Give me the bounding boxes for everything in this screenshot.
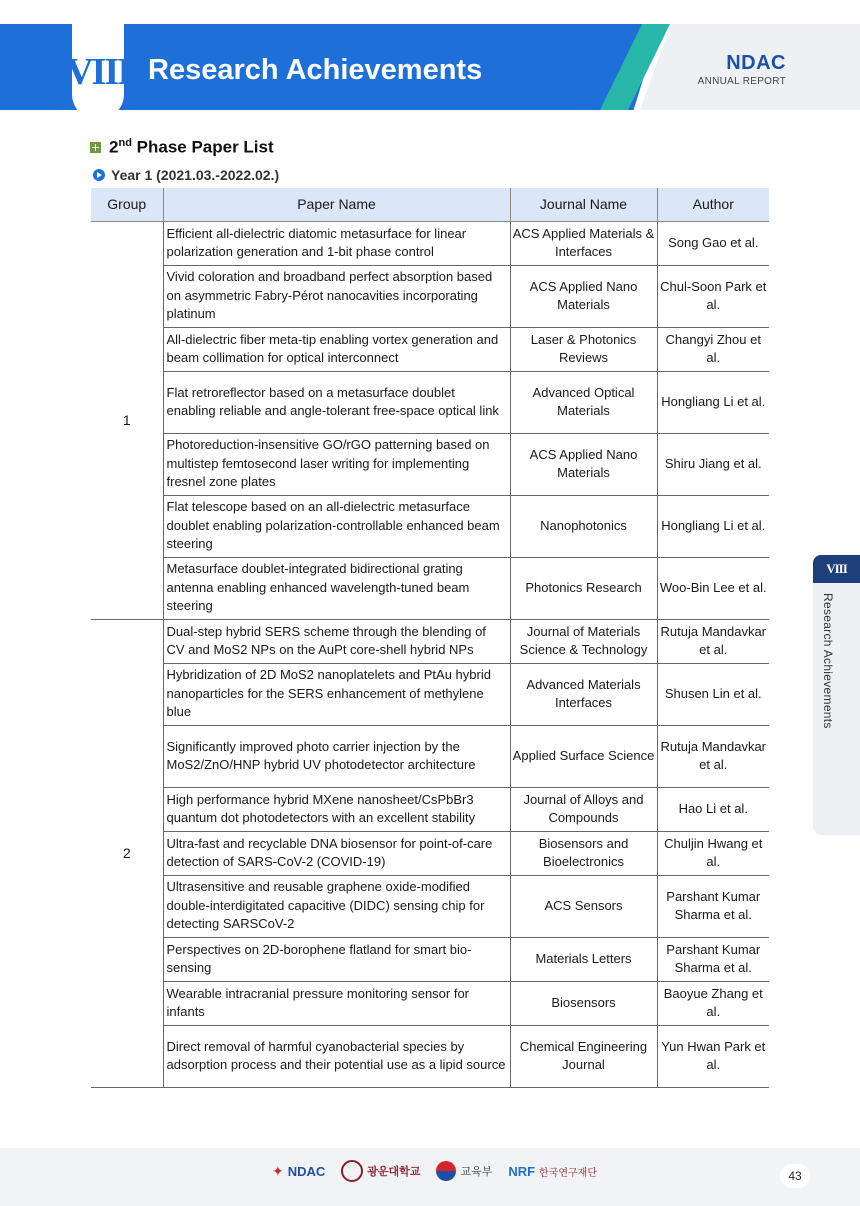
paper-list-table [91, 188, 769, 1088]
table-row [91, 371, 769, 433]
table-row [91, 265, 769, 327]
chapter-numeral: VIII [66, 51, 130, 93]
author-cell: Yun Hwan Park et al. [657, 1025, 769, 1087]
table-row [91, 937, 769, 981]
author-cell: Chul-Soon Park et al. [657, 265, 769, 327]
journal-name-cell: ACS Applied Materials & Interfaces [510, 221, 657, 265]
journal-name-cell: Advanced Materials Interfaces [510, 663, 657, 725]
group-cell: 2 [91, 619, 163, 1087]
paper-name-cell: Flat retroreflector based on a metasurface doublet enabling reliable and angle-tolerant free-space optical link [163, 371, 510, 433]
group-cell: 1 [91, 221, 163, 619]
paper-name-cell: Direct removal of harmful cyanobacterial species by adsorption process and their potential use as a lipid source [163, 1025, 510, 1087]
journal-name-cell: Laser & Photonics Reviews [510, 327, 657, 371]
journal-name-cell: Journal of Alloys and Compounds [510, 787, 657, 831]
table-row [91, 787, 769, 831]
paper-name-cell: Ultra-fast and recyclable DNA biosensor for point-of-care detection of SARS-CoV-2 (COVID-19) [163, 831, 510, 875]
paper-name-cell: Flat telescope based on an all-dielectric metasurface doublet enabling polarization-controllable enhanced beam steering [163, 495, 510, 557]
chapter-badge [66, 24, 130, 120]
author-cell: Chuljin Hwang et al. [657, 831, 769, 875]
author-cell: Song Gao et al. [657, 221, 769, 265]
journal-name-cell: Biosensors and Bioelectronics [510, 831, 657, 875]
table-body [91, 221, 769, 1087]
table-row [91, 831, 769, 875]
section-heading [90, 137, 274, 158]
author-cell: Shusen Lin et al. [657, 663, 769, 725]
author-cell: Hongliang Li et al. [657, 371, 769, 433]
journal-name-cell: Advanced Optical Materials [510, 371, 657, 433]
table-row [91, 663, 769, 725]
footer-logos [272, 1160, 597, 1182]
paper-name-cell: All-dielectric fiber meta-tip enabling vortex generation and beam collimation for optical interconnect [163, 327, 510, 371]
paper-name-cell: Perspectives on 2D-borophene flatland for smart bio-sensing [163, 937, 510, 981]
ministry-of-education-logo: 교육부 [436, 1161, 492, 1181]
journal-name-cell: Journal of Materials Science & Technology [510, 619, 657, 663]
table-row [91, 557, 769, 619]
journal-name-cell: ACS Sensors [510, 875, 657, 937]
journal-name-cell: ACS Applied Nano Materials [510, 265, 657, 327]
journal-name-cell: Biosensors [510, 981, 657, 1025]
author-cell: Shiru Jiang et al. [657, 433, 769, 495]
column-header-group: Group [91, 188, 163, 221]
page-number: 43 [780, 1164, 810, 1188]
table-row [91, 221, 769, 265]
page-header [0, 24, 860, 110]
university-seal-icon [341, 1160, 363, 1182]
journal-name-cell: Chemical Engineering Journal [510, 1025, 657, 1087]
journal-name-cell: Photonics Research [510, 557, 657, 619]
paper-name-cell: Hybridization of 2D MoS2 nanoplatelets and PtAu hybrid nanoparticles for the SERS enhancement of methylene blue [163, 663, 510, 725]
paper-name-cell: Significantly improved photo carrier injection by the MoS2/ZnO/HNP hybrid UV photodetector architecture [163, 725, 510, 787]
author-cell: Hao Li et al. [657, 787, 769, 831]
side-chapter-tab [813, 555, 860, 835]
journal-name-cell: Nanophotonics [510, 495, 657, 557]
author-cell: Parshant Kumar Sharma et al. [657, 875, 769, 937]
paper-name-cell: Wearable intracranial pressure monitoring sensor for infants [163, 981, 510, 1025]
table-row [91, 433, 769, 495]
side-tab-badge [813, 555, 860, 583]
paper-name-cell: Efficient all-dielectric diatomic metasurface for linear polarization generation and 1-bit phase control [163, 221, 510, 265]
author-cell: Woo-Bin Lee et al. [657, 557, 769, 619]
column-header-author: Author [657, 188, 769, 221]
plus-square-icon [90, 142, 101, 153]
column-header-journal: Journal Name [510, 188, 657, 221]
journal-name-cell: Applied Surface Science [510, 725, 657, 787]
section-heading-text: 2nd Phase Paper List [109, 137, 274, 157]
table-row [91, 495, 769, 557]
table-row [91, 981, 769, 1025]
table-row [91, 1025, 769, 1087]
table-row [91, 875, 769, 937]
star-icon: ✦ [272, 1162, 284, 1179]
author-cell: Parshant Kumar Sharma et al. [657, 937, 769, 981]
page-title: Research Achievements [148, 54, 483, 86]
taegeuk-icon [436, 1161, 456, 1181]
year-label: Year 1 (2021.03.-2022.02.) [111, 167, 280, 183]
nrf-logo: NRF 한국연구재단 [508, 1163, 598, 1179]
table-row [91, 619, 769, 663]
author-cell: Baoyue Zhang et al. [657, 981, 769, 1025]
table-header-row [91, 188, 769, 221]
table-row [91, 725, 769, 787]
author-cell: Rutuja Mandavkar et al. [657, 619, 769, 663]
paper-name-cell: Metasurface doublet-integrated bidirectional grating antenna enabling enhanced wavelength-tuned beam steering [163, 557, 510, 619]
author-cell: Hongliang Li et al. [657, 495, 769, 557]
column-header-paper: Paper Name [163, 188, 510, 221]
side-tab-label: Research Achievements [821, 593, 835, 729]
paper-name-cell: Dual-step hybrid SERS scheme through the blending of CV and MoS2 NPs on the AuPt core-shell hybrid NPs [163, 619, 510, 663]
brand-name: NDAC [726, 52, 786, 74]
journal-name-cell: ACS Applied Nano Materials [510, 433, 657, 495]
journal-name-cell: Materials Letters [510, 937, 657, 981]
year-heading [93, 167, 279, 183]
side-tab-numeral: VIII [826, 561, 847, 576]
page-footer [0, 1148, 860, 1206]
paper-name-cell: Photoreduction-insensitive GO/rGO patterning based on multistep femtosecond laser writing for implementing fresnel zone plates [163, 433, 510, 495]
table-row [91, 327, 769, 371]
play-circle-icon [93, 169, 105, 181]
paper-name-cell: Vivid coloration and broadband perfect absorption based on asymmetric Fabry-Pérot nanocavities incorporating platinum [163, 265, 510, 327]
paper-name-cell: Ultrasensitive and reusable graphene oxide-modified double-interdigitated capacitive (DIDC) sensing chip for detecting SARSCoV-2 [163, 875, 510, 937]
brand-subtitle: ANNUAL REPORT [697, 76, 786, 87]
author-cell: Changyi Zhou et al. [657, 327, 769, 371]
kwangwoon-logo: 광운대학교 [341, 1160, 420, 1182]
ndac-logo: ✦ NDAC [272, 1162, 326, 1179]
author-cell: Rutuja Mandavkar et al. [657, 725, 769, 787]
paper-name-cell: High performance hybrid MXene nanosheet/CsPbBr3 quantum dot photodetectors with an excellent stability [163, 787, 510, 831]
brand-logo [698, 52, 786, 87]
